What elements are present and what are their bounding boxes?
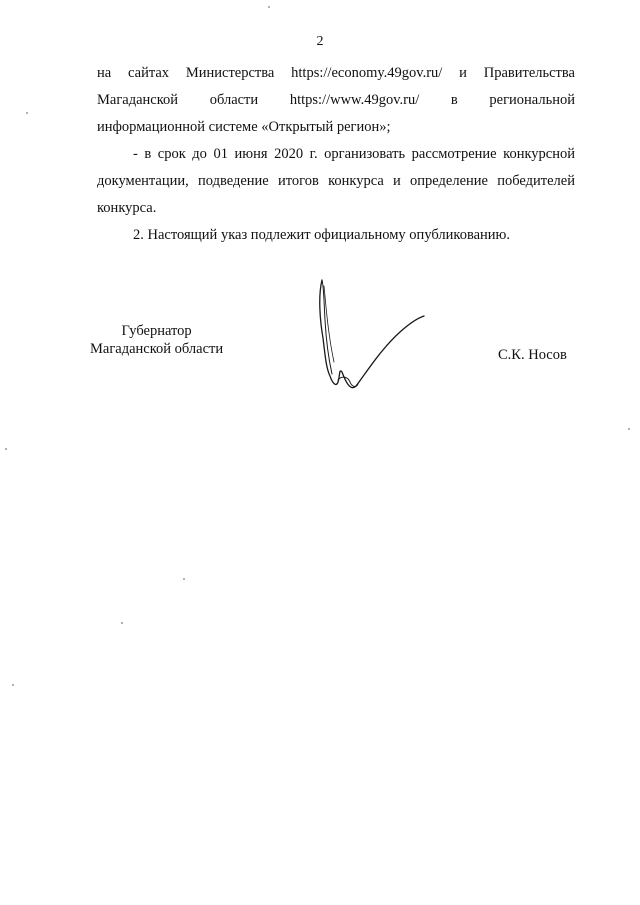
government-url: https://www.49gov.ru/: [289, 92, 420, 108]
scan-speck: [628, 428, 630, 430]
signatory-title-line-2: Магаданской области: [90, 341, 224, 357]
signatory-title-line-1: Губернатор: [121, 323, 192, 339]
document-body: [97, 60, 575, 249]
page-number: 2: [316, 34, 324, 49]
paragraph-deadline: - в срок до 01 июня 2020 г. организовать рассмотрение конкурсной документации, подведение итогов конкурса и определение победителей конкурса.: [97, 146, 575, 216]
paragraph-1-line-3: информационной системе «Открытый регион»;: [97, 119, 391, 135]
paragraph-1-line-1: [97, 60, 575, 87]
scan-speck: [26, 112, 28, 114]
word: сайтах: [128, 65, 170, 81]
word: в: [450, 92, 458, 108]
word: Магаданской: [97, 92, 179, 108]
signatory-title: [90, 322, 223, 358]
word: на: [97, 65, 112, 81]
signatory-name: С.К. Носов: [498, 347, 567, 363]
scan-speck: [121, 622, 123, 624]
word: региональной: [489, 92, 575, 108]
scan-speck: [183, 578, 185, 580]
scan-speck: [268, 6, 270, 8]
word: и: [459, 65, 467, 81]
word: области: [209, 92, 259, 108]
paragraph-publication: 2. Настоящий указ подлежит официальному опубликованию.: [133, 227, 511, 243]
scan-speck: [5, 448, 7, 450]
scan-speck: [12, 684, 14, 686]
handwritten-signature: [312, 276, 432, 402]
word: Министерства: [185, 65, 275, 81]
paragraph-1-line-2: [97, 87, 575, 114]
word: Правительства: [483, 65, 575, 81]
ministry-url: https://economy.49gov.ru/: [291, 65, 443, 81]
